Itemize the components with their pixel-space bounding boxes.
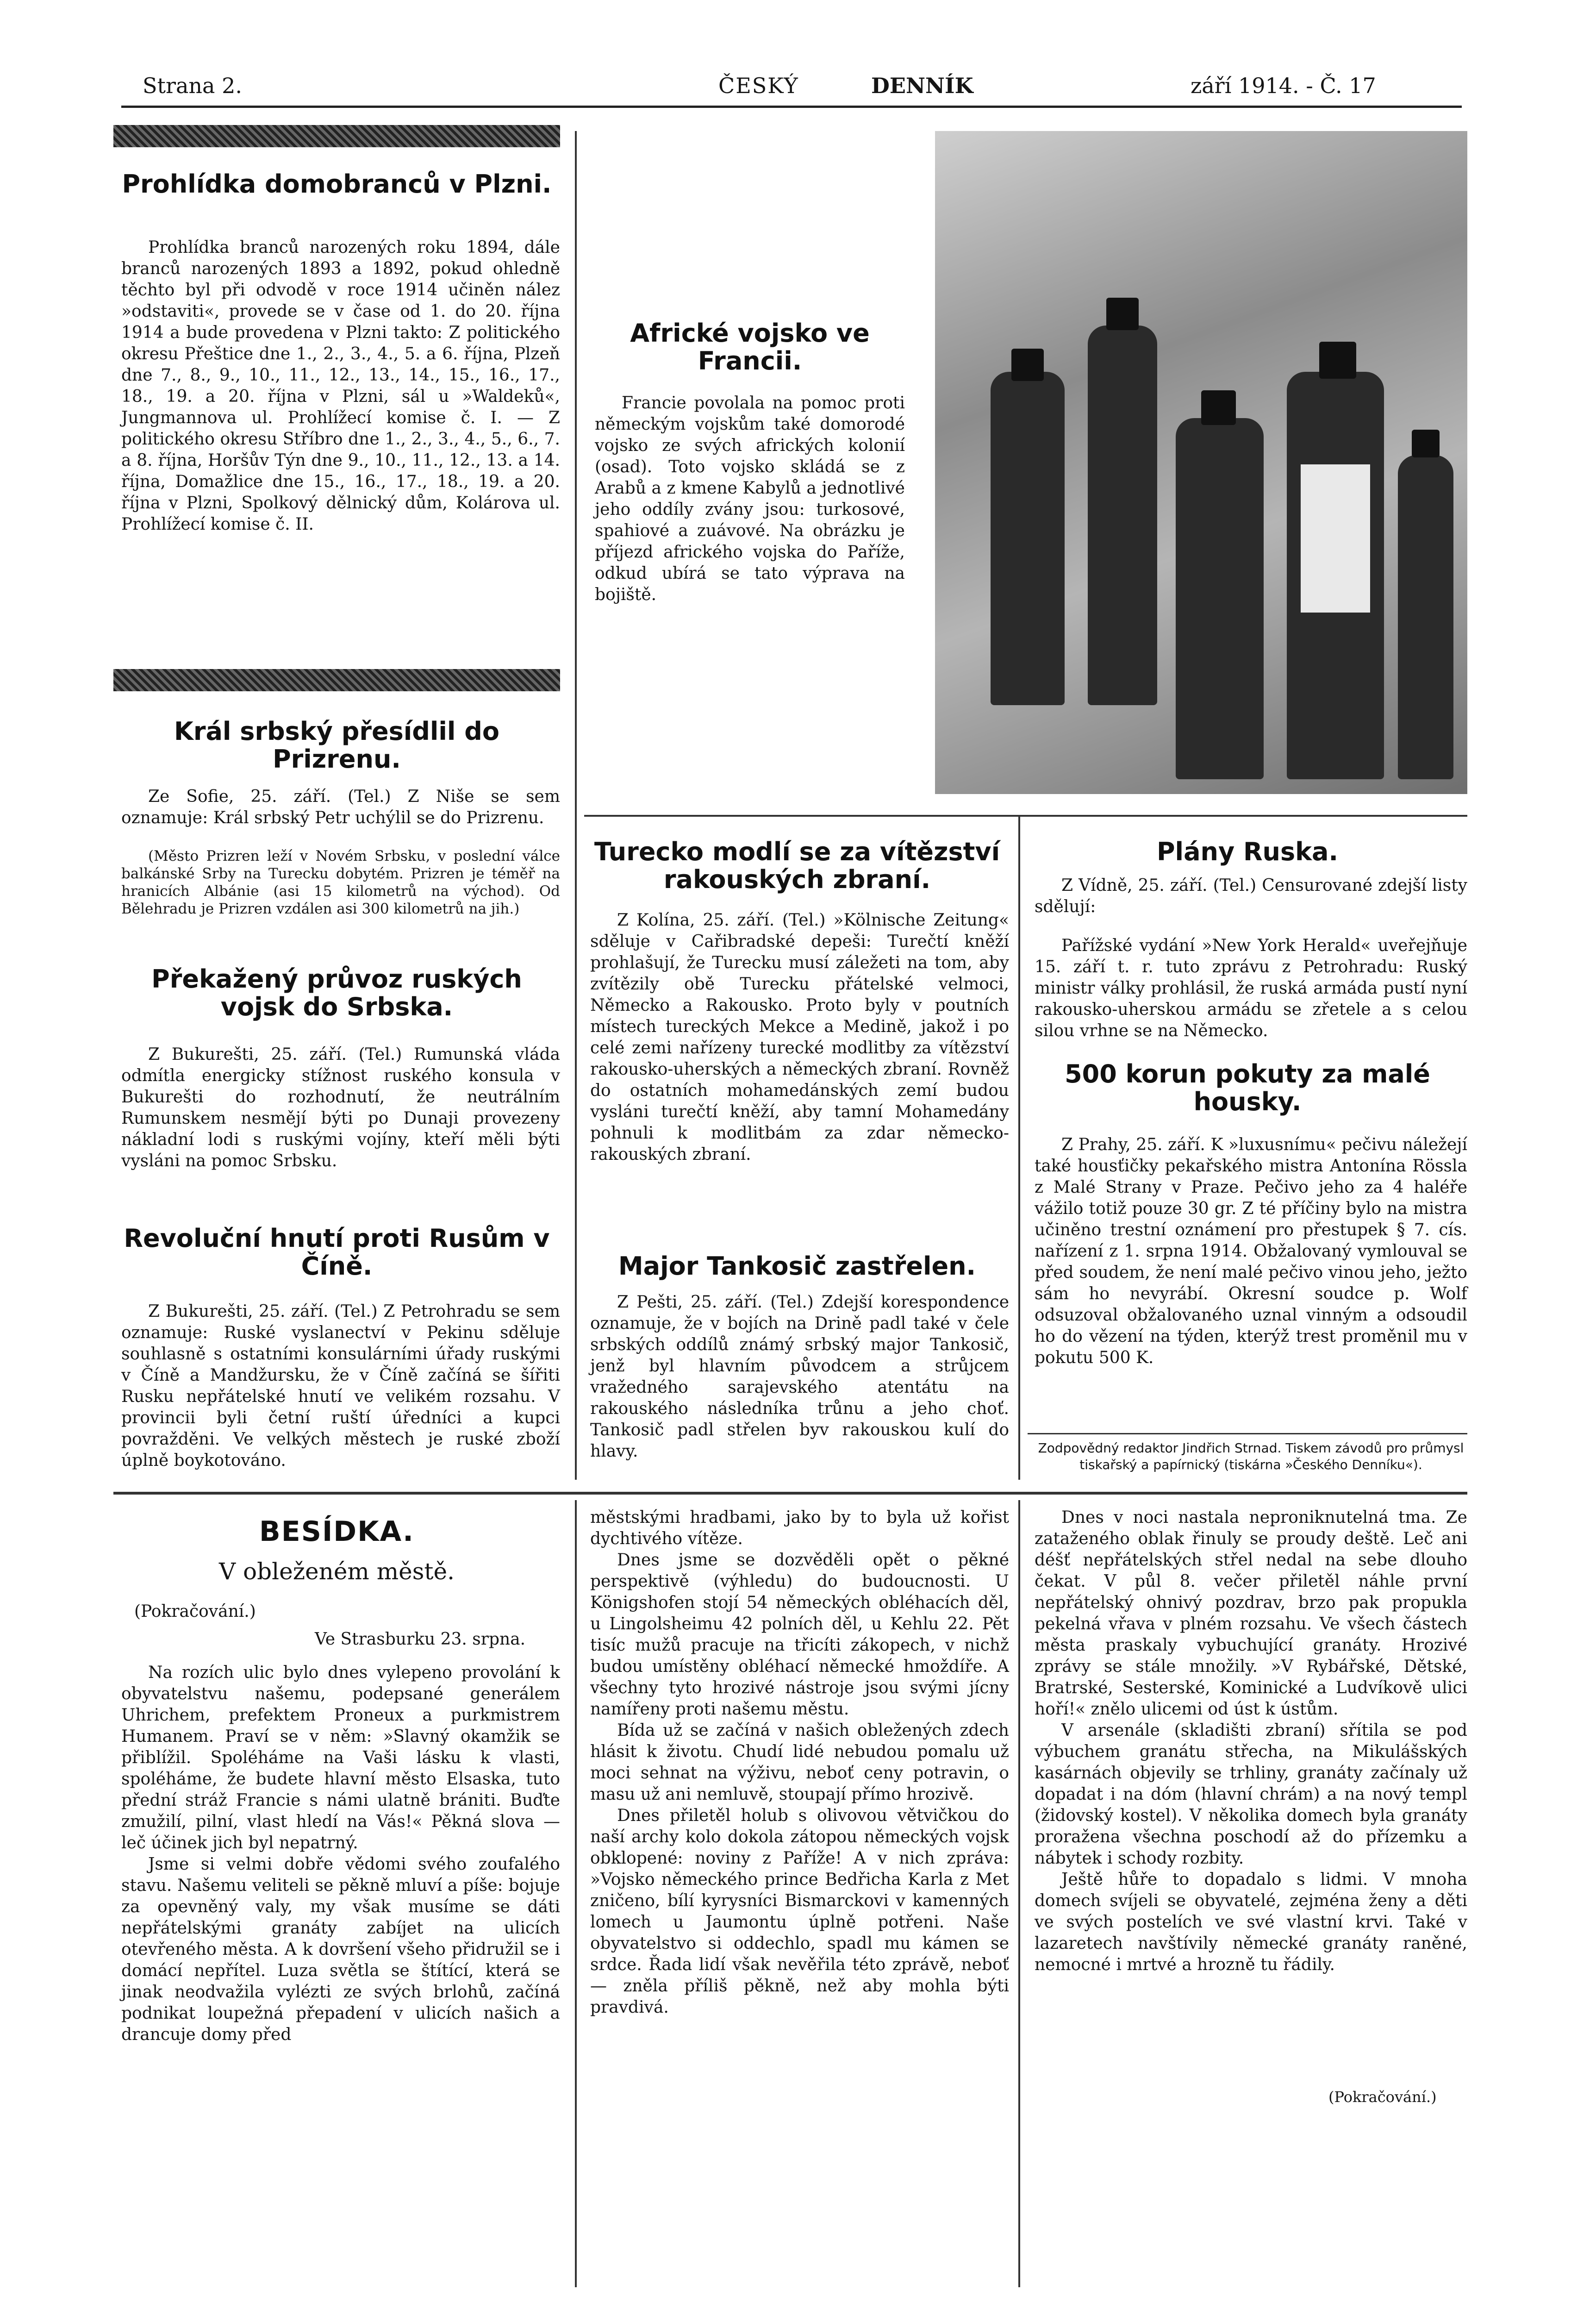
imprint-rule [1028,1433,1467,1434]
article-africke [595,393,905,606]
ornament-bar [113,669,560,691]
headline-housky: 500 korun pokuty za malé housky. [1065,1059,1430,1117]
article-text: Z Bukurešti, 25. září. (Tel.) Z Petrohradu se sem oznamuje: Ruské vyslanectví v Pekinu sděluje souhlasně s ostatními konsulárními úřady ruskými v Číně a Mandžursku, že v Číně začíná se šířiti Rusku nepřátelské hnutí ve velikém rozsahu. V provincii byli četní ruští úředníci a kupci povražděni. Ve velkých městech je ruské zboží úplně boykotováno. [121,1302,560,1470]
column-rule [575,1500,577,2287]
article-text: Z Vídně, 25. září. (Tel.) Censurované zdejší listy sdělují: [1035,876,1467,916]
article-text: Z Prahy, 25. září. K »luxusnímu« pečivu náležejí také housťičky pekařského mistra Antonína Rössla z Malé Strany v Praze. Pečivo jeho za 4 haléře vážilo totiž pouze 30 gr. Z té příčiny bylo na mistra učiněno trestní oznámení pro přestupek § 7. cís. nařízení z 1. srpna 1914. Obžalovaný vymlouval se před soudem, že není malé pečivo vinou jeho, ježto sám ho nevyrábí. Okresní soudce p. Wolf odsuzoval obžalovaného uznal vinným a odsoudil ho do vězení na týden, kterýž trest proměnil mu v pokutu 500 K. [1035,1135,1467,1367]
article-text: Pařížské vydání »New York Herald« uveřejňuje 15. září t. r. tuto zprávu z Petrohradu: Ruský ministr války prohlásil, že ruská armáda pustí nyní rakousko-uherskou armádu se zřetele a s celou silou vrhne se na Německo. [1035,936,1467,1040]
besidka-paragraph: Ještě hůře to dopadalo s lidmi. V mnoha domech svíjeli se obyvatelé, zejména ženy a děti ve svých postelích ve své vlastní krvi. Také v lazaretech navštívily německé granáty raněné, nemocné i mrtvé a hrozně tu řádily. [1035,1870,1467,1974]
paper-name-2: DENNÍK [871,73,973,98]
besidka-paragraph: městskými hradbami, jako by to byla už kořist dychtivého vítěze. [590,1508,1009,1548]
besidka-paragraph: Na rozích ulic bylo dnes vylepeno provolání k obyvatelstvu našemu, podepsané generálem Uhrichem, prefektem Proneux a purkmistrem Humanem. Praví se v něm: »Slavný okamžik se přiblížil. Spoléháme na Vaši lásku k vlasti, spoléháme, že budete hlavní město Elsaska, tuto přední stráž Francie s námi ulatně brániti. Buďte zmužilí, pilní, vlast hledí na Vás!« Pěkná slova — leč účinek jich byl nepatrný. [121,1663,560,1852]
ornament-bar [113,125,560,147]
column-rule [575,131,577,1480]
besidka-continued: (Pokračování.) [134,1602,256,1621]
besidka-paragraph: Dnes jsme se dozvěděli opět o pěkné perspektivě (výhledu) do budoucnosti. U Königshofen stojí 54 německých obléhacích děl, u Lingolsheimu 42 polních děl, u Kehlu 22. Pět tisíc mužů pracuje na třicíti zákopech, v nichž budou umístěny obléhací německé hmoždíře. A všechny tyto hrozivé nástroje jsou svými jícny namířeny proti našemu městu. [590,1551,1009,1719]
photo-african-troops [935,131,1467,794]
headline-pruvoz: Překažený průvoz ruských vojsk do Srbska. [151,964,522,1022]
besidka-end: (Pokračování.) [1328,2088,1437,2106]
imprint: Zodpovědný redaktor Jindřich Strnad. Tiskem závodů pro průmysl tiskařský a papírnický (tiskárna »Českého Denníku«). [1038,1440,1464,1472]
besidka-text-3 [1035,1507,1467,1976]
headline-turecko: Turecko modlí se za vítězství rakouských zbraní. [594,837,1000,895]
page-number: Strana 2. [143,73,242,98]
headline-plany: Plány Ruska. [1156,837,1338,866]
column-rule [1018,1500,1020,2287]
article-housky [1035,1134,1467,1369]
article-text: Z Pešti, 25. září. (Tel.) Zdejší korespondence oznamuje, že v bojích na Drině padl také v čele srbských oddílů známý srbský major Tankosič, jenž byl hlavním původcem a strůjcem vražedného sarajevského atentátu na rakouského následníka trůnu a jeho choť. Tankosič padl střelen byv rakouskou kulí do hlavy. [590,1293,1009,1461]
article-tankosic [590,1292,1009,1462]
article-pruvoz [121,1044,560,1172]
article-text: Prohlídka branců narozených roku 1894, dále branců narozených 1893 a 1892, pokud ohledně těchto byl při odvodě v roce 1914 učiněn nález »odstaviti«, provede se v čase od 1. do 20. října 1914 a bude provedena v Plzni takto: Z politického okresu Přeštice dne 1., 2., 3., 4., 5. a 6. října, Plzeň dne 7., 8., 9., 10., 11., 12., 13., 14., 15., 16., 17., 18., 19. a 20. října v Plzni, sál u »Waldeků«, Jungmannova ul. Prohlížecí komise č. I. — Z politického okresu Stříbro dne 1., 2., 3., 4., 5., 6., 7. a 8. října, Horšův Týn dne 9., 10., 11., 12., 13. a 14. října, Domažlice dne 15., 16., 17., 18., 19. a 20. října v Plzni, Spolkový dělnický dům, Kolárova ul. Prohlížecí komise č. II. [121,238,560,534]
headline-africke: Africké vojsko ve Francii. [630,319,870,376]
issue-date: září 1914. - Č. 1​7 [1191,73,1376,98]
headline-revoluce: Revoluční hnutí proti Rusům v Číně. [124,1224,550,1281]
besidka-subtitle: V obleženém městě. [219,1558,455,1585]
article-plany-intro [1035,875,1467,918]
article-prizren-note [121,847,560,918]
section-rule [584,815,1467,817]
article-note: (Město Prizren leží v Novém Srbsku, v poslední válce balkánské Srby na Turecku dobytém. Prizren je téměř na hranicích Albánie (asi 15 kilometrů na východ). Od Bělehradu je Prizren vzdálen asi 300 kilometrů na jih.) [121,848,560,917]
besidka-paragraph: Dnes v noci nastala neproniknutelná tma. Ze zataženého oblak řinuly se proudy deště. Leč ani déšť nepřátelských střel nedal na sebe dlouho čekat. V půl 8. večer přiletěl náhle první nepřátelský ohnivý pozdrav, brzo pak propukla pekelná vřava v plném rozsahu. Ve všech částech města praskaly vybuchující granáty. Hrozivé zprávy se stále množily. »V Rybářské, Dětské, Bratrské, Sesterské, Kominické a Ludvíkově ulici hoří!« znělo ulicemi od úst k ústům. [1035,1508,1467,1719]
besidka-paragraph: V arsenále (skladišti zbraní) sřítila se pod výbuchem granátu střecha, na Mikulášských kasárnách objevily se trhliny, granáty začínaly už dopadat i na dóm (hlavní chrám) a na nový templ (židovský kostel). V několika domech byla granáty proražena všechna poschodí až do přízemku a nábytek i schody rozbity. [1035,1721,1467,1868]
article-text: Z Kolína, 25. září. (Tel.) »Kölnische Zeitung« sděluje v Cařibradské depeši: Turečtí kněží prohlašují, že Turecku musí záležeti na tom, aby zvítězily obě Turecku přátelské velmoci, Německo a Rakousko. Proto byly v poutních místech tureckých Mekce a Medině, jakož i po celé zemi nařízeny turecké modlitby za vítězství rakousko-uherských a německých zbraní. Rovněž do ostatních mohamedánských zemí budou vysláni turečtí kněží, aby tamní Mohamedány pohnuli k modlitbám za zdar německo-rakouských zbraní. [590,911,1009,1164]
headline-tankosic: Major Tankosič zastřelen. [618,1251,976,1281]
feuilleton-rule [113,1492,1467,1495]
headline-plzen: Prohlídka domobranců v Plzni. [122,169,552,199]
column-rule [1018,815,1020,1480]
besidka-text-1 [121,1662,560,2046]
article-revoluce [121,1301,560,1471]
article-text: Francie povolala na pomoc proti německým vojskům také domorodé vojsko ze svých afrických kolonií (osad). Toto vojsko skládá se z Arabů a z kmene Kabylů a jednotlivé jeho oddíly zvány jsou: turkosové, spahiové a zuávové. Na obrázku je příjezd afrického vojska do Paříže, odkud ubírá se tato výprava na bojiště. [595,394,905,604]
article-turecko [590,910,1009,1165]
besidka-title: BESÍDKA. [259,1515,414,1548]
besidka-paragraph: Bída už se začíná v našich obležených zdech hlásit k životu. Chudí lidé nebudou pomalu už moci sehnat na výživu, neboť ceny potravin, o masu už ani nemluvě, stoupají přímo hrozivě. [590,1721,1009,1804]
article-text: Z Bukurešti, 25. září. (Tel.) Rumunská vláda odmítla energicky stížnost ruského konsula v Bukurešti do rozhodnutí, že neutrálním Rumunskem nesmějí býti po Dunaji provezeny nákladní lodi s ruskými vojíny, kteří měli býti vysláni na pomoc Srbsku. [121,1045,560,1170]
article-prizren [121,786,560,829]
besidka-dateline: Ve Strasburku 23. srpna. [315,1630,526,1649]
running-head [121,73,1462,108]
headline-prizren: Král srbský přesídlil do Prizrenu. [174,717,499,774]
article-text: Ze Sofie, 25. září. (Tel.) Z Niše se sem oznamuje: Král srbský Petr uchýlil se do Prizrenu. [121,787,560,827]
article-plany [1035,935,1467,1042]
besidka-paragraph: Jsme si velmi dobře vědomi svého zoufalého stavu. Našemu veliteli se pěkně mluví a píše: bojuje za opevněný valy, my však musíme se dáti nepřátelskými granáty zabíjet na ulicích otevřeného města. A k dovršení všeho přidružil se i domácí nepřítel. Luza světla se štítící, která se jinak neodvažila vylézti ze svých brlohů, začíná podnikat loupežná přepadení v ulicích našich a drancuje domy před [121,1855,560,2044]
article-plzen [121,237,560,535]
besidka-paragraph: Dnes přiletěl holub s olivovou větvičkou do naší archy kolo dokola zátopou německých vojsk obklopené: noviny z Paříže! A v nich zpráva: »Vojsko německého prince Bedřicha Karla z Met zničeno, bílí kyrysníci Bismarckovi v kamenných lomech u Jaumontu úplně potřeni. Naše obyvatelstvo si oddechlo, spadl mu kámen se srdce. Řada lidí však nevěřila této zprávě, neboť — zněla příliš pěkně, než aby mohla býti pravdivá. [590,1806,1009,2017]
paper-name: ČESKÝ [718,73,799,98]
besidka-text-2 [590,1507,1009,2018]
